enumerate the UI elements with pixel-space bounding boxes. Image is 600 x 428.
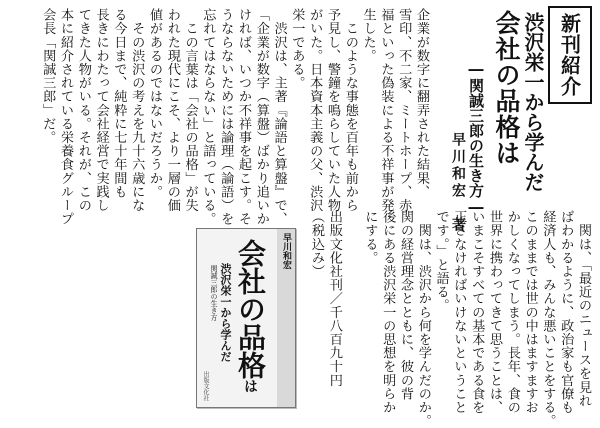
text-column: 忘れてはならない」と語っている。 — [200, 8, 216, 226]
text-column: 栄一である。 — [289, 8, 305, 90]
book-cover-subtitle: 渋沢栄一から学んだ — [219, 263, 232, 362]
book-cover-tagline: 関誠三郎の生き方 — [210, 265, 218, 321]
text-column: 福といった偽装による不祥事が発 — [378, 8, 394, 212]
book-cover-image — [196, 228, 296, 408]
text-column: 渋沢は、主著『論語と算盤』で、 — [271, 8, 287, 226]
text-column: いまこそすべての基本である食を — [469, 210, 485, 414]
text-column: このような事態を百年も前から — [342, 8, 358, 212]
text-column: 「企業が数字（算盤）ばかり追いか — [253, 8, 269, 226]
text-column: ばわかるように、政治家も官僚も — [558, 210, 574, 414]
article-body-right — [38, 8, 430, 226]
text-column: 企業が数字に翻弄された結果、 — [414, 8, 429, 199]
text-column: かしくなってしまう。長年、食の — [504, 210, 520, 414]
text-column: 予見し、警鐘を鳴らしていた人物 — [325, 8, 340, 212]
text-column: 出版文化社刊／千八百九十円 — [326, 210, 342, 387]
text-column: ければ、いつか不祥事を起こす。そ — [236, 8, 251, 226]
text-column: われた現代にこそ、より一層の価 — [164, 8, 180, 212]
book-cover-publisher: 出版文化社 — [202, 371, 209, 401]
section-label-text: 新刊紹介 — [557, 13, 582, 97]
book-cover-title — [235, 239, 265, 393]
text-column: 雪印、不二家、ミートホープ、赤 — [396, 8, 412, 212]
text-column: 会長「関誠三郎」だ。 — [40, 8, 56, 144]
text-column: です。」と語る。 — [433, 210, 449, 313]
headline-line2: 渋沢栄一から学んだ — [521, 12, 545, 192]
text-column: 世界に携わってきて思うことは、 — [487, 210, 502, 414]
headline — [488, 6, 548, 218]
text-column: る今日まで、純粋に七十年間も — [111, 8, 127, 199]
text-column: 本に紹介されている栄養食グループ — [58, 8, 73, 226]
text-column: その渋沢の考えを九十六歳にな — [129, 8, 145, 212]
book-cover-title-main: 会社の品格 — [234, 239, 267, 379]
text-column: がいた。日本資本主義の父、渋沢 — [307, 8, 323, 212]
text-column: 値があるのではないだろうか。 — [147, 8, 162, 199]
text-column: にする。 — [362, 210, 378, 265]
text-column: 生した。 — [360, 8, 376, 63]
text-column: 後にある渋沢栄一の思想を明らか — [380, 210, 396, 414]
text-column: 関は、渋沢から何を学んだのか。 — [415, 210, 431, 428]
text-column: （税込み） — [309, 210, 324, 278]
headline-line1: 会社の品格は — [492, 10, 521, 166]
headline-subtitle: ―関誠三郎の生き方― — [467, 60, 485, 216]
author-byline: 早川和宏 著 — [450, 132, 466, 234]
text-column: 経済人も、みんな悪いことをする。 — [540, 210, 556, 428]
article-body-left — [302, 210, 592, 428]
text-column: 長きにわたって会社経営で実践し — [93, 8, 109, 212]
text-column: てきた人物がいる。それが、この — [75, 8, 91, 212]
section-label — [548, 6, 592, 104]
text-column: うならないためには論理（論語）を — [218, 8, 234, 226]
text-column: この言葉は「会社の品格」が失 — [182, 8, 198, 212]
text-column: 正さなければいけないということ — [451, 210, 467, 414]
text-column: 関の経営理念とともに、彼の背 — [398, 210, 413, 401]
book-cover-title-suffix: は — [242, 379, 258, 393]
text-column: このままでは世の中はますますお — [522, 210, 538, 414]
text-column: 関は、「最近のニュースを見れ — [576, 210, 591, 408]
book-cover-author: 早川和宏 — [281, 233, 291, 269]
